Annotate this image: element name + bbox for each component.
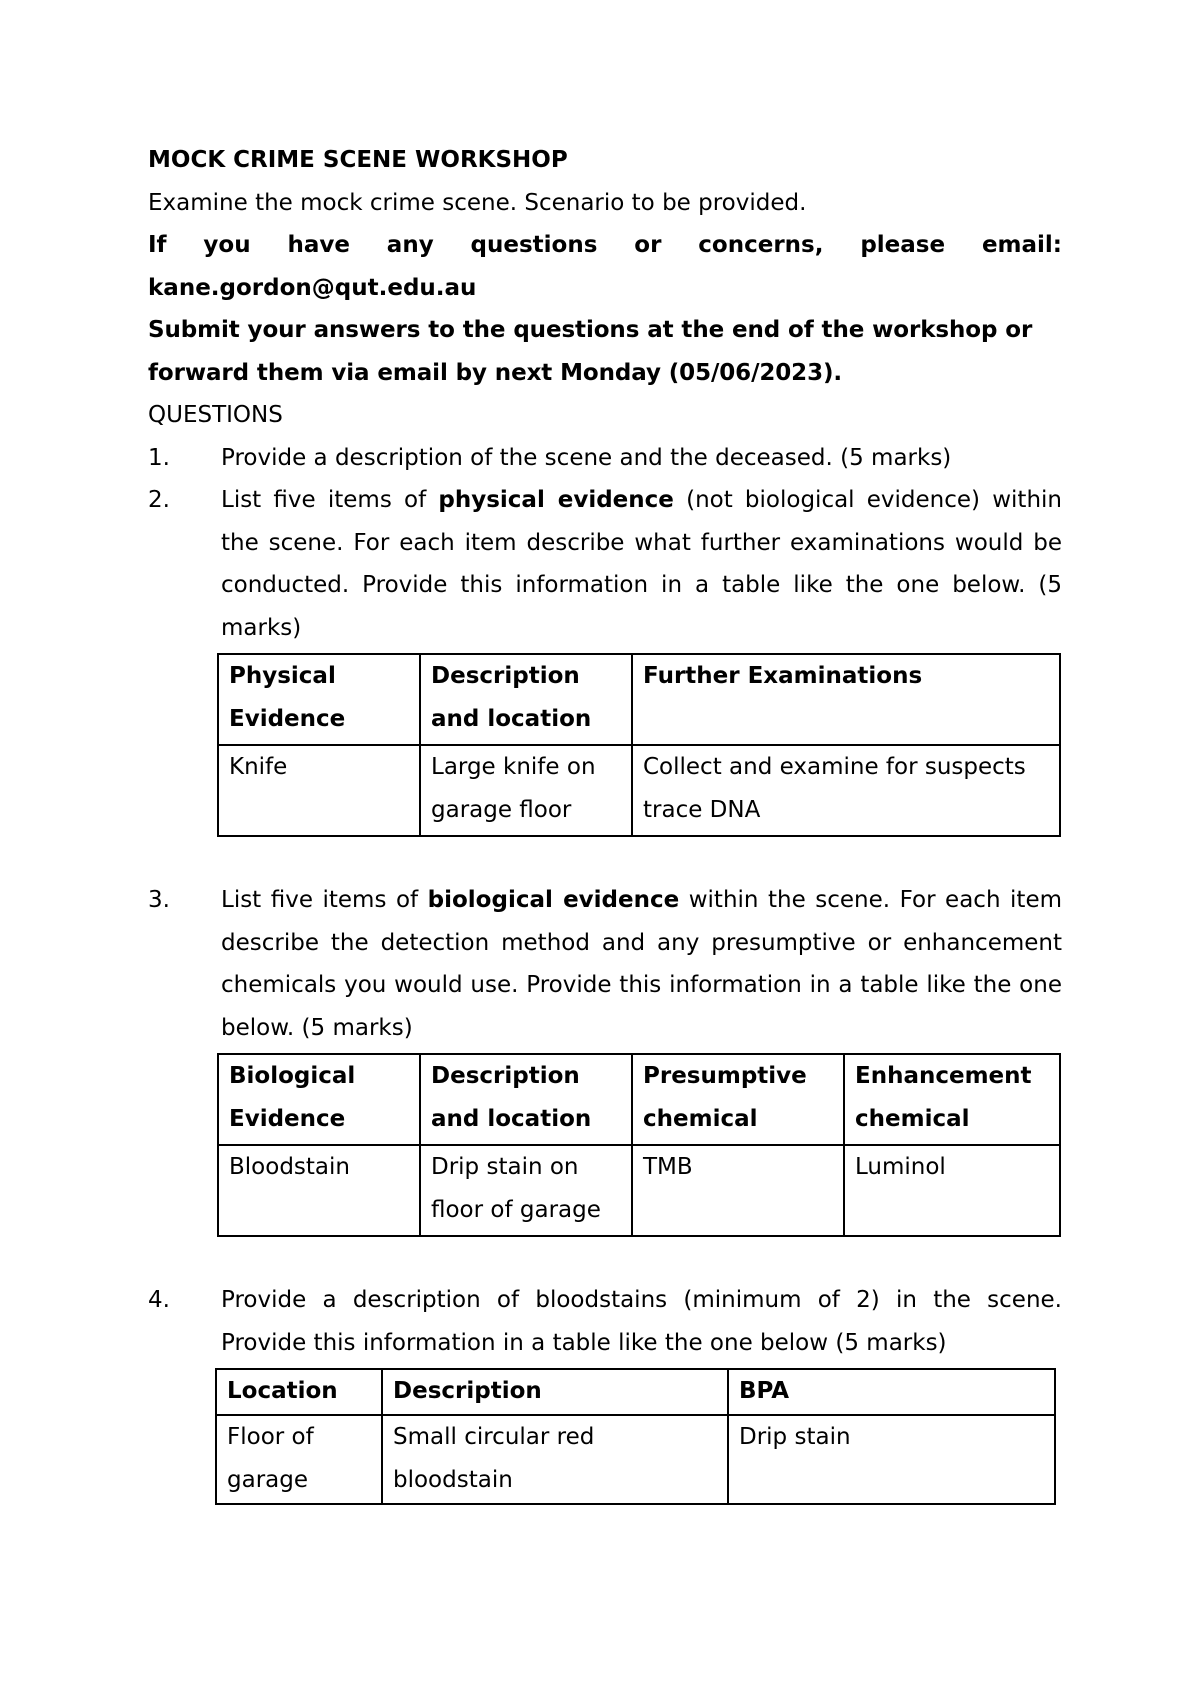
question-text-pre: List five items of [221,887,428,913]
table-header-row [218,1054,1060,1145]
question-text-pre: List five items of [221,487,439,513]
table-header-cell: Further Examinations [632,654,1060,745]
table-cell: Drip stain on floor of garage [420,1145,632,1236]
table-header-cell: Presumptive chemical [632,1054,844,1145]
question-text [221,879,1062,1049]
question-1 [148,437,1062,480]
question-number: 3. [148,887,170,913]
table-header-row [216,1369,1055,1415]
bloodstain-table [215,1368,1056,1505]
question-text-emphasis: biological evidence [427,887,680,913]
table-row [216,1415,1055,1504]
question-number: 4. [148,1287,170,1313]
question-text: Provide a description of the scene and the deceased. (5 marks) [221,444,952,471]
question-text-post: within the scene. For each item describe the detection method and any presumptive or enhancement chemicals you would use. Provide this information in a table like the one below. (5 marks) [221,887,1062,1041]
question-4 [148,1279,1062,1364]
spacer [148,1237,1062,1279]
table-cell: Collect and examine for suspects trace DNA [632,745,1060,836]
physical-evidence-table [217,653,1061,837]
biological-evidence-table [217,1053,1061,1237]
question-text [221,479,1062,649]
table-cell: TMB [632,1145,844,1236]
table-cell: Large knife on garage floor [420,745,632,836]
table-header-cell: Biological Evidence [218,1054,420,1145]
table-header-cell: BPA [728,1369,1055,1415]
table-header-cell: Physical Evidence [218,654,420,745]
document-page [148,139,1062,1505]
question-2 [148,479,1062,649]
question-text-post: (not biological evidence) within the scene. For each item describe what further examinations would be conducted. Provide this information in a table like the one below. (5 marks) [221,487,1062,641]
questions-heading: QUESTIONS [148,402,283,428]
table-cell: Floor of garage [216,1415,382,1504]
table-cell: Drip stain [728,1415,1055,1504]
submit-text: Submit your answers to the questions at the end of the workshop or forward them via email by next Monday (05/06/2023). [148,317,1033,386]
table-header-cell: Description and location [420,654,632,745]
document-title: MOCK CRIME SCENE WORKSHOP [148,147,568,173]
contact-text: If you have any questions or concerns, please email: kane.gordon@qut.edu.au [148,232,1062,301]
question-3 [148,879,1062,1049]
table-cell: Luminol [844,1145,1060,1236]
question-text: Provide a description of bloodstains (minimum of 2) in the scene. Provide this information in a table like the one below (5 marks) [221,1287,1062,1356]
question-number: 2. [148,487,170,513]
intro-text: Examine the mock crime scene. Scenario to be provided. [148,189,807,216]
table-row [218,1145,1060,1236]
question-text-emphasis: physical evidence [438,487,674,513]
table-row [218,745,1060,836]
table-cell: Bloodstain [218,1145,420,1236]
table-cell: Small circular red bloodstain [382,1415,728,1504]
table-header-row [218,654,1060,745]
spacer [148,837,1062,879]
table-header-cell: Description [382,1369,728,1415]
question-number: 1. [148,444,170,471]
table-cell: Knife [218,745,420,836]
table-header-cell: Enhancement chemical [844,1054,1060,1145]
table-header-cell: Description and location [420,1054,632,1145]
table-header-cell: Location [216,1369,382,1415]
